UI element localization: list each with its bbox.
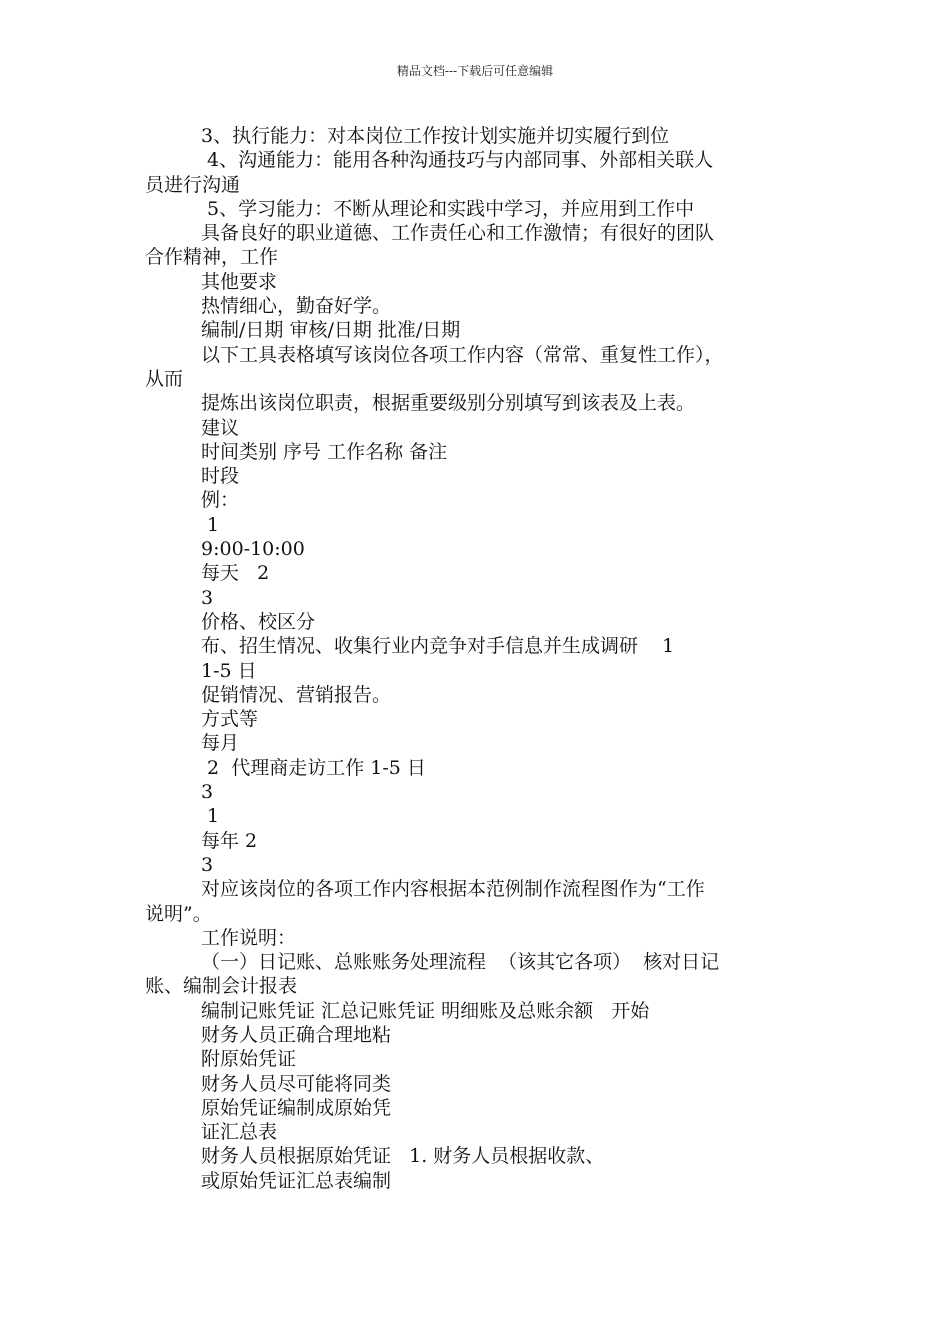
text-line: 9:00-10:00 (201, 538, 305, 561)
text-line: 编制记账凭证 汇总记账凭证 明细账及总账余额 开始 (201, 999, 650, 1022)
text-line: 提炼出该岗位职责，根据重要级别分别填写到该表及上表。 (201, 392, 696, 415)
text-line: 建议 (201, 416, 240, 439)
text-line: 每月 (201, 732, 240, 755)
text-line: 3 (201, 853, 214, 876)
text-line: 1-5 日 (201, 659, 257, 682)
text-line: 员进行沟通 (145, 173, 241, 196)
text-line: 时间类别 序号 工作名称 备注 (201, 440, 448, 463)
text-line: 原始凭证编制成原始凭 (201, 1096, 392, 1119)
text-line: 价格、校区分 (201, 610, 316, 633)
text-line: 财务人员正确合理地粘 (201, 1023, 392, 1046)
text-line: 3 (201, 586, 214, 609)
text-line: 以下工具表格填写该岗位各项工作内容（常常、重复性工作）， (201, 343, 724, 366)
text-line: 账、编制会计报表 (145, 975, 298, 998)
text-line: 从而 (145, 367, 184, 390)
text-line: 3 (201, 781, 214, 804)
text-line: 时段 (201, 465, 240, 488)
text-line: 热情细心，勤奋好学。 (201, 295, 392, 318)
text-line: 方式等 (201, 708, 259, 731)
text-line: 布、招生情况、收集行业内竞争对手信息并生成调研 1 (201, 635, 675, 658)
text-line: 证汇总表 (201, 1121, 278, 1144)
text-line: 2 代理商走访工作 1-5 日 (201, 756, 426, 779)
text-line: 财务人员尽可能将同类 (201, 1072, 392, 1095)
text-line: 工作说明： (201, 926, 297, 949)
text-line: 附原始凭证 (201, 1048, 297, 1071)
text-line: 具备良好的职业道德、工作责任心和工作激情；有很好的团队 (201, 222, 715, 245)
text-line: 例： (201, 489, 240, 512)
text-line: 每年 2 (201, 829, 258, 852)
text-line: 促销情况、营销报告。 (201, 683, 392, 706)
text-line: 或原始凭证汇总表编制 (201, 1169, 392, 1192)
text-line: 1 (201, 805, 220, 828)
text-line: 说明”。 (145, 902, 212, 925)
text-line: 每天 2 (201, 562, 270, 585)
document-body (145, 124, 810, 1193)
text-line: （一）日记账、总账账务处理流程 （该其它各项） 核对日记 (201, 951, 720, 974)
text-line: 合作精神，工作 (145, 246, 279, 269)
text-line: 财务人员根据原始凭证 1. 财务人员根据收款、 (201, 1145, 605, 1168)
text-line: 1 (201, 513, 220, 536)
text-line: 4、沟通能力：能用各种沟通技巧与内部同事、外部相关联人 (201, 149, 714, 172)
page-header: 精品文档---下载后可任意编辑 (396, 64, 554, 78)
text-line: 5、学习能力：不断从理论和实践中学习，并应用到工作中 (201, 197, 695, 220)
text-line: 编制/日期 审核/日期 批准/日期 (201, 319, 461, 342)
text-line: 对应该岗位的各项工作内容根据本范例制作流程图作为“工作 (201, 878, 705, 901)
text-line: 3、执行能力：对本岗位工作按计划实施并切实履行到位 (201, 125, 670, 147)
text-line: 其他要求 (201, 270, 278, 293)
